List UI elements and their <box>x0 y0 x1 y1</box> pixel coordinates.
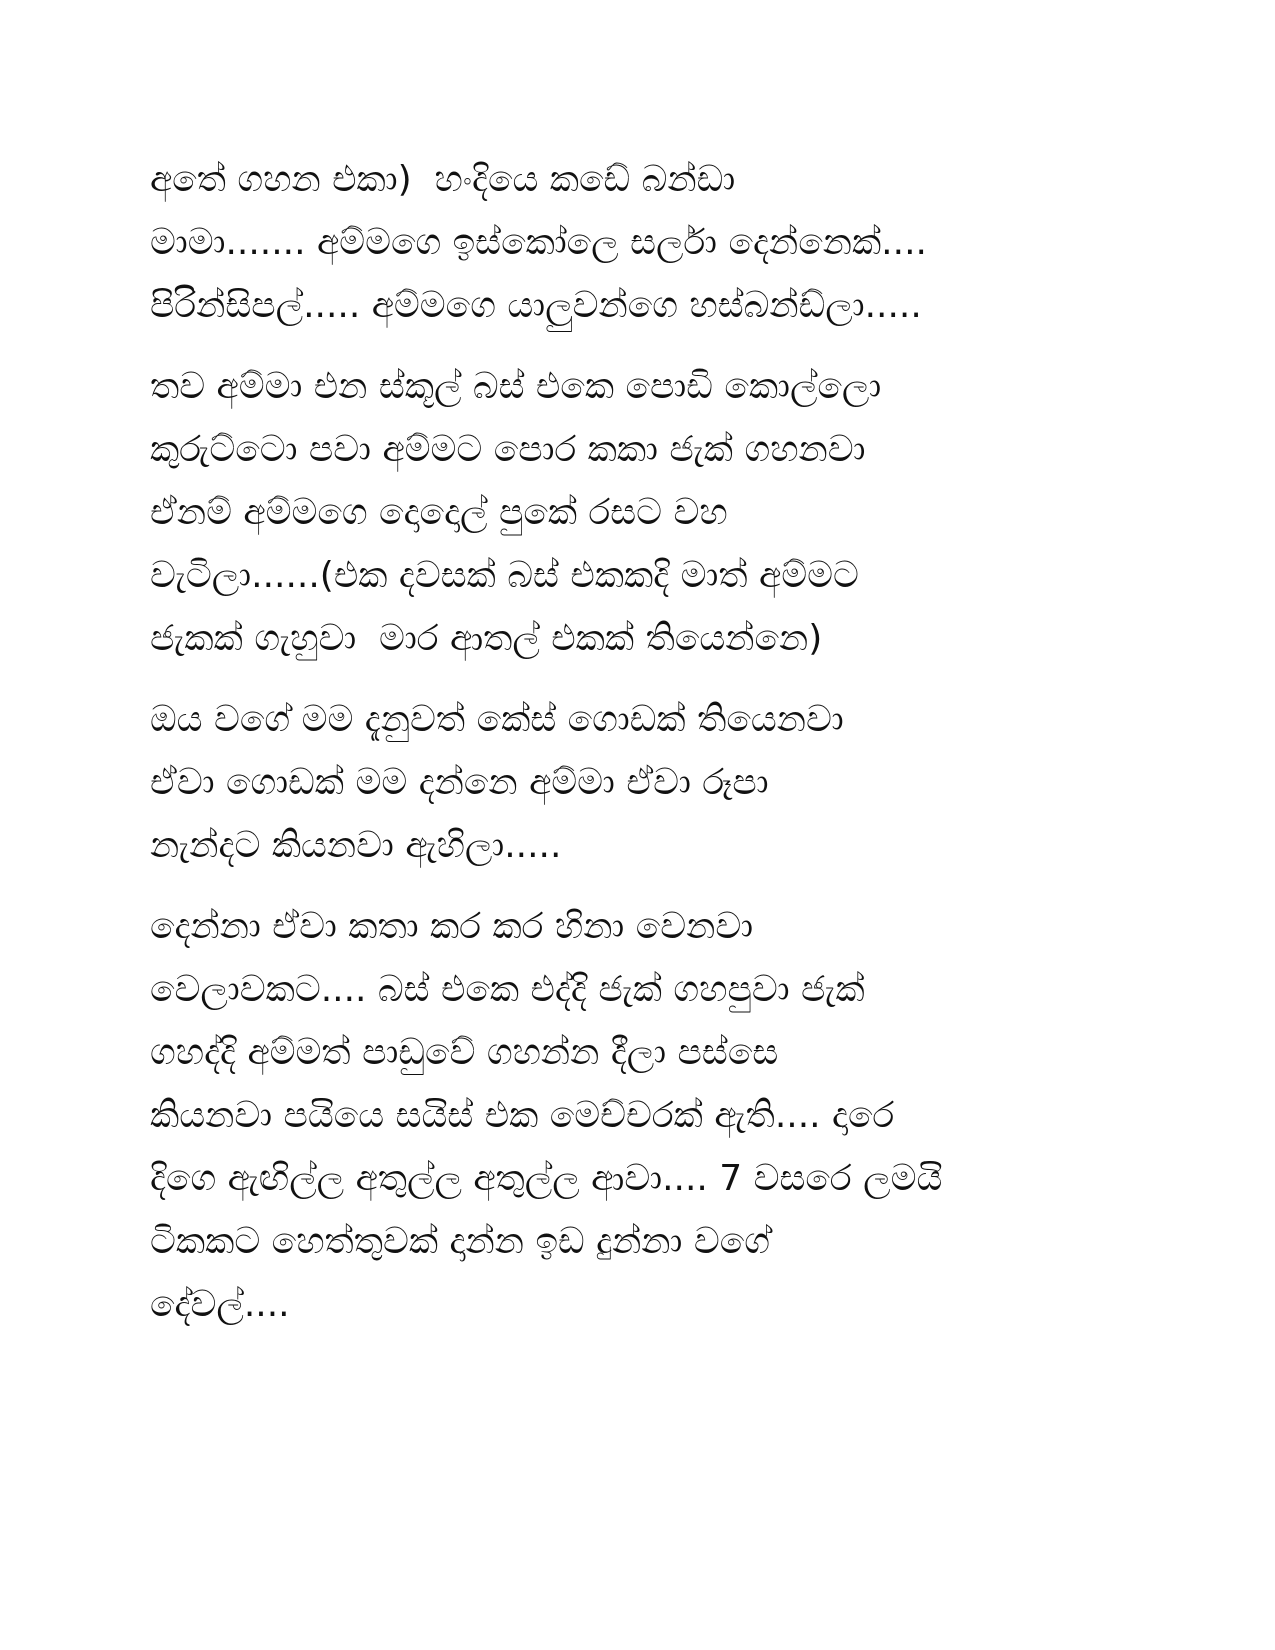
text-line: නැන්දට කියනවා ඇහිලා..... <box>150 825 562 866</box>
text-line: තව අම්මා එන ස්කූල් බස් එකෙ පොඩි කොල්ලො <box>150 366 882 407</box>
paragraph-4 <box>150 895 1150 1336</box>
text-line: පිරින්සිපල්..... අම්මගෙ යාලුවන්ගෙ හස්බන්ඩ්ලා..... <box>150 285 922 326</box>
text-line: ඒවා ගොඩක් මම දන්නෙ අම්මා ඒවා රූපා <box>150 762 769 803</box>
document-body <box>150 148 1150 1354</box>
text-line: දේවල්.... <box>150 1284 290 1325</box>
text-line: ගහද්දි අම්මත් පාඩුවේ ගහන්න දීලා පස්සෙ <box>150 1032 779 1073</box>
text-line: කුරුට්ටො පවා අම්මට පොර කකා ජැක් ගහනවා <box>150 429 866 470</box>
text-line: ටිකකට හෙත්තුවක් දාන්න ඉඩ දුන්නා වගේ <box>150 1221 770 1262</box>
text-line: ජැකක් ගැහුවා මාර ආතල් එකක් තියෙන්නෙ) <box>150 618 823 659</box>
text-line: වැටිලා......(එක දවසක් බස් එකකදි මාත් අම්මට <box>150 555 859 596</box>
paragraph-2 <box>150 355 1150 670</box>
text-line: ඔය වගේ මම දැනුවත් කේස් ගොඩක් තියෙනවා <box>150 699 844 740</box>
paragraph-1 <box>150 148 1150 337</box>
text-line: දෙන්නා ඒවා කතා කර කර හිනා වෙනවා <box>150 906 754 947</box>
text-line: වෙලාවකට.... බස් එකෙ එද්දි ජැක් ගහපුවා ජැක් <box>150 969 865 1010</box>
paragraph-3 <box>150 688 1150 877</box>
text-line: මාමා....... අම්මගෙ ඉස්කෝලෙ සර්ලා දෙන්නෙක්.... <box>150 222 927 263</box>
text-line: කියනවා පයියෙ සයිස් එක මෙච්චරක් ඇති.... දාරෙ <box>150 1095 895 1136</box>
text-line: දිගෙ ඇඟිල්ල අතුල්ල අතුල්ල ආවා.... 7 වසරෙ ලමයි <box>150 1158 943 1199</box>
text-line: ඒනම් අම්මගෙ දොදොල් පුකේ රසට වහ <box>150 492 728 533</box>
text-line: අතේ ගහන එකා) හංදියෙ කඩේ බන්ඩා <box>150 159 736 200</box>
